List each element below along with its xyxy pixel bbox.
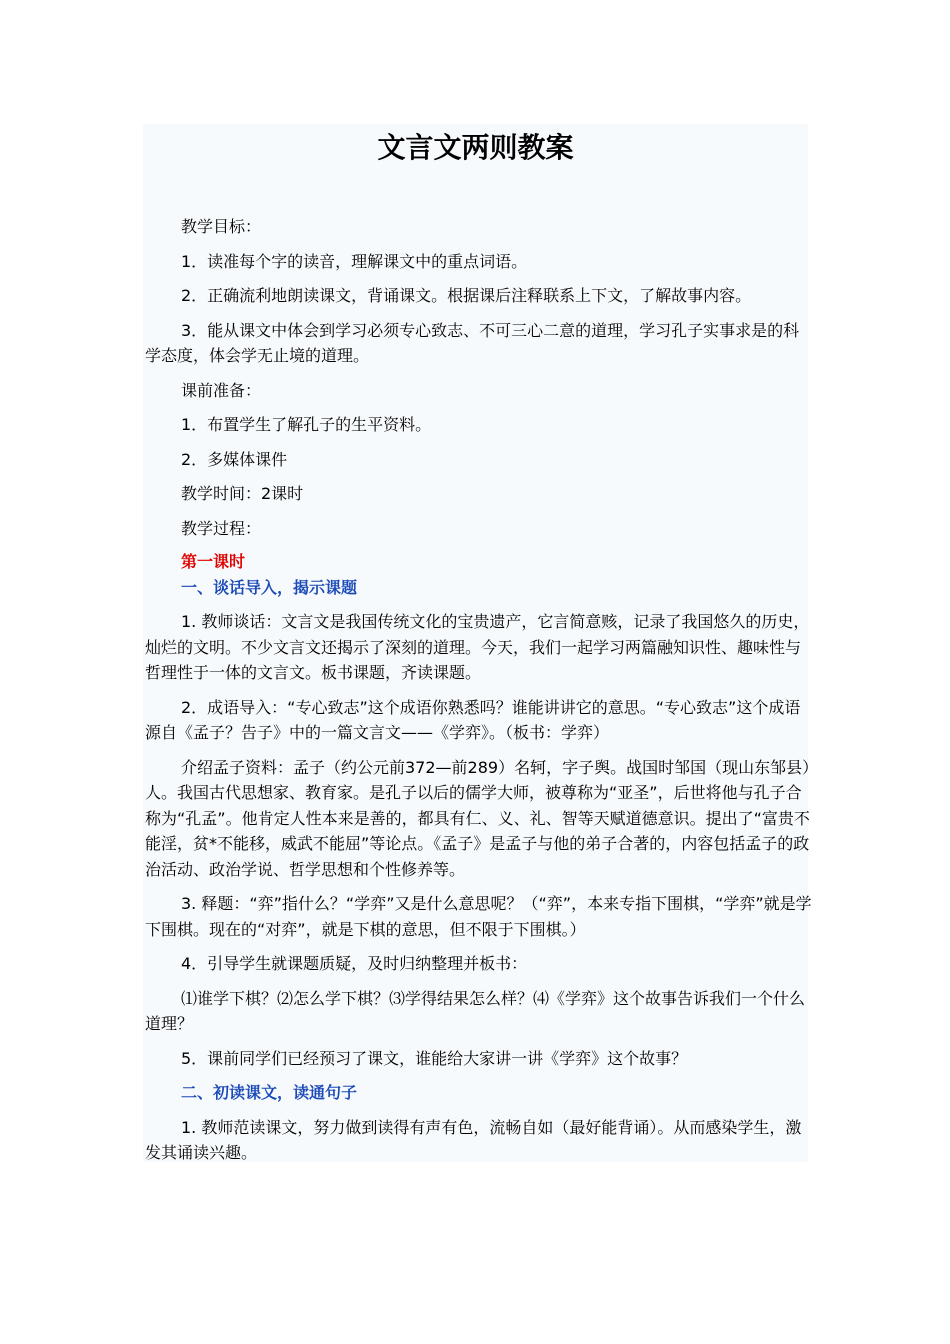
prep-item: 2．多媒体课件 <box>181 449 288 469</box>
goals-label: 教学目标： <box>181 217 262 236</box>
paragraph: 3. 释题：“弈”指什么？“学弈”又是什么意思呢？（“弈”，本来专指下围棋，“学弈”就是学下围棋。现在的“对弈”，就是下棋的意思，但不限于下围棋。） <box>145 894 812 939</box>
paragraph: 4．引导学生就课题质疑，及时归纳整理并板书： <box>181 954 528 973</box>
prep-label: 课前准备： <box>181 380 262 400</box>
paragraph: 2．成语导入：“专心致志”这个成语你熟悉吗？谁能讲讲它的意思。“专心致志”这个成语源自《孟子？告子》中的一篇文言文——《学弈》。（板书：学弈） <box>145 697 801 742</box>
paragraph: 1. 教师谈话：文言文是我国传统文化的宝贵遗产，它言简意赅，记录了我国悠久的历史，灿烂的文明。不少文言文还揭示了深刻的道理。今天，我们一起学习两篇融知识性、趣味性与哲理性于一体的文言文。板书课题，齐读课题。 <box>145 612 810 682</box>
document-title: 文言文两则教案 <box>377 131 574 164</box>
process-label: 教学过程： <box>181 518 262 538</box>
goal-item: 1．读准每个字的读音，理解课文中的重点词语。 <box>181 251 528 271</box>
section-heading: 二、初读课文，读通句子 <box>181 1083 358 1102</box>
paragraph: ⑴谁学下棋？⑵怎么学下棋？⑶学得结果怎么样？⑷《学弈》这个故事告诉我们一个什么道理？ <box>145 988 806 1033</box>
paragraph: 5．课前同学们已经预习了课文，谁能给大家讲一讲《学弈》这个故事？ <box>181 1048 688 1068</box>
goal-item: 2．正确流利地朗读课文，背诵课文。根据课后注释联系上下文，了解故事内容。 <box>181 286 752 305</box>
document-body <box>145 214 813 1175</box>
lesson-heading: 第一课时 <box>181 552 246 571</box>
paragraph: 介绍孟子资料：孟子（约公元前372—前289）名轲，字子舆。战国时邹国（现山东邹县）人。我国古代思想家、教育家。是孔子以后的儒学大师，被尊称为“亚圣”，后世将他与孔子合称为“孔孟”。他肯定人性本来是善的，都具有仁、义、礼、智等天赋道德意识。提出了“富贵不能淫，贫*不能移，威武不能屈”等论点。《孟子》是孟子与他的弟子合著的，内容包括孟子的政治活动、政治学说、哲学思想和个性修养等。 <box>145 757 811 879</box>
goal-item: 3．能从课文中体会到学习必须专心致志、不可三心二意的道理，学习孔子实事求是的科学态度，体会学无止境的道理。 <box>145 320 800 365</box>
section-heading: 一、谈话导入，揭示课题 <box>181 577 358 597</box>
prep-item: 1．布置学生了解孔子的生平资料。 <box>181 415 432 434</box>
teaching-time: 教学时间：2课时 <box>181 484 304 503</box>
paragraph: 1. 教师范读课文，努力做到读得有声有色，流畅自如（最好能背诵）。从而感染学生，激发其诵读兴趣。 <box>145 1117 802 1162</box>
